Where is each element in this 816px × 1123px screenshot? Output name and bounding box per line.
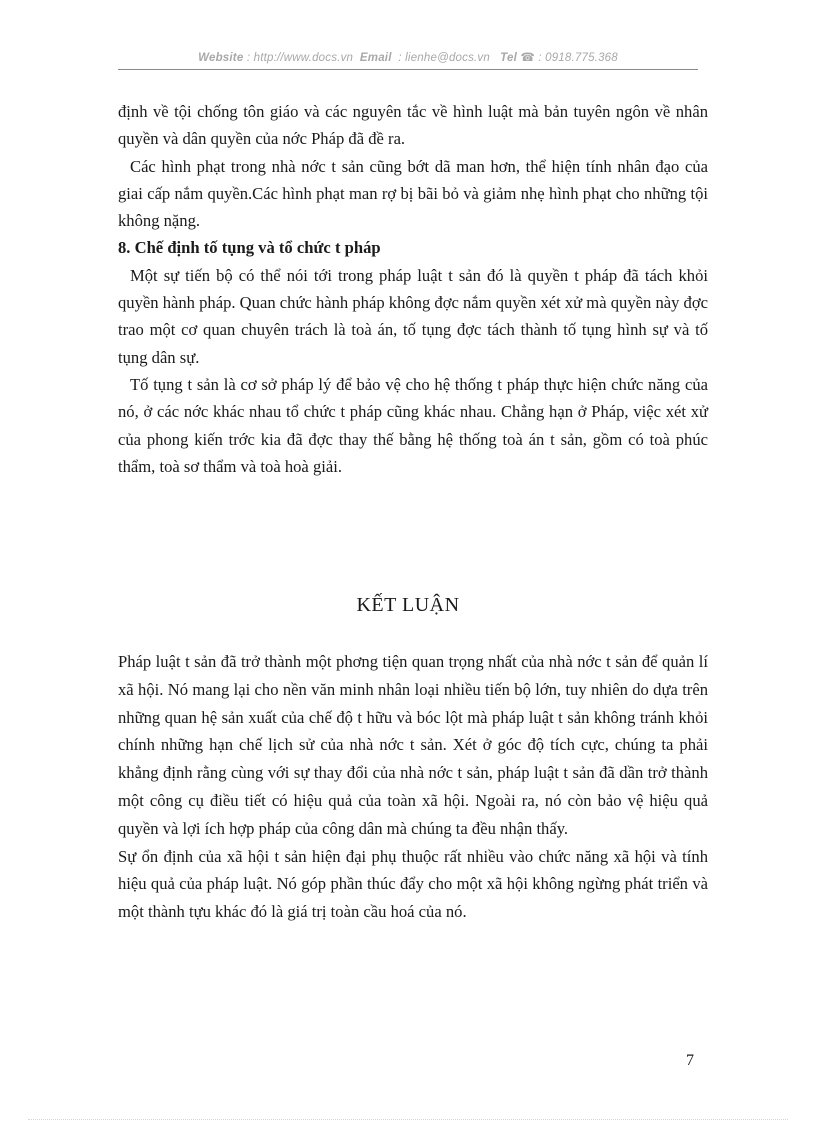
conclusion-paragraph-2: Sự ổn định của xã hội t sản hiện đại phụ thuộc rất nhiều vào chức năng xã hội và tính hiệu quả của pháp luật. Nó góp phần thúc đẩy cho một xã hội không ngừng phát triển và một thành tựu khác đó là giá trị toàn cầu hoá của nó. — [118, 846, 708, 922]
section-heading: 8. Chế định tố tụng và tổ chức t pháp — [118, 238, 381, 258]
conclusion-body — [118, 648, 708, 926]
website-label: Website — [198, 52, 244, 64]
tel-label: Tel — [500, 52, 517, 64]
paragraph-punishments: Các hình phạt trong nhà nớc t sản cũng bớt dã man hơn, thể hiện tính nhân đạo của giai cấp nắm quyền.Các hình phạt man rợ bị bãi bỏ và giảm nhẹ hình phạt cho những tội không nặng. — [118, 156, 708, 231]
conclusion-title: KẾT LUẬN — [356, 594, 460, 616]
paragraph-judicial-power: Một sự tiến bộ có thể nói tới trong pháp luật t sản đó là quyền t pháp đã tách khỏi quyền hành pháp. Quan chức hành pháp không đợc nắm quyền xét xử mà quyền này đợc trao một cơ quan chuyên trách là toà án, tố tụng đợc tách thành tố tụng hình sự và tố tụng dân sự. — [118, 265, 708, 367]
page-number: 7 — [686, 1052, 694, 1069]
paragraph-continuation: định về tội chống tôn giáo và các nguyên tắc về hình luật mà bản tuyên ngôn về nhân quyền và dân quyền của nớc Pháp đã đề ra. — [118, 102, 708, 149]
tel-number: : 0918.775.368 — [538, 52, 618, 64]
main-body — [118, 98, 708, 480]
paragraph-procedure: Tố tụng t sản là cơ sở pháp lý để bảo vệ cho hệ thống t pháp thực hiện chức năng của nó, ở các nớc khác nhau tổ chức t pháp cũng khác nhau. Chẳng hạn ở Pháp, việc xét xử của phong kiến trớc kia đã đợc thay thế bằng hệ thống toà án t sản, gồm có toà phúc thẩm, toà sơ thẩm và toà hoà giải. — [118, 374, 708, 476]
email-label: Email — [359, 52, 392, 64]
header-divider — [118, 69, 698, 70]
phone-icon: ☎ — [520, 52, 535, 64]
email-address: : lienhe@docs.vn — [398, 52, 490, 64]
footer-divider — [28, 1119, 788, 1120]
conclusion-paragraph-1: Pháp luật t sản đã trở thành một phơng tiện quan trọng nhất của nhà nớc t sản để quản lí xã hội. Nó mang lại cho nền văn minh nhân loại nhiều tiến bộ lớn, tuy nhiên do dựa trên những quan hệ sản xuất của chế độ t hữu và bóc lột mà pháp luật t sản không tránh khỏi chính những hạn chế lịch sử của nhà nớc t sản. Xét ở góc độ tích cực, chúng ta phải khẳng định rằng cùng với sự thay đổi của nhà nớc t sản, pháp luật t sản đã dần trở thành một công cụ điều tiết có hiệu quả của toàn xã hội. Ngoài ra, nó còn bảo vệ hiệu quả quyền và lợi ích hợp pháp của công dân mà chúng ta đều nhận thấy. — [118, 652, 708, 838]
page-header — [0, 50, 816, 64]
website-url: : http://www.docs.vn — [246, 52, 354, 64]
